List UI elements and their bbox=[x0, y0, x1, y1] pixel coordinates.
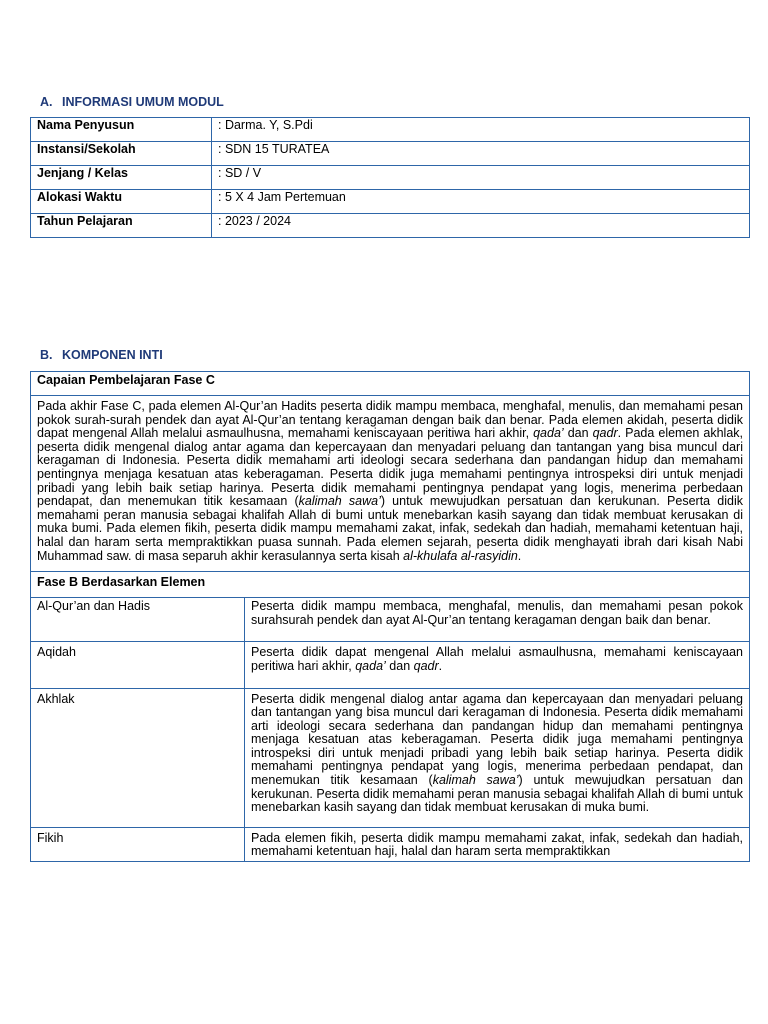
info-value-year: : 2023 / 2024 bbox=[212, 214, 750, 238]
akhlak-term-kalimah: kalimah sawa’ bbox=[432, 773, 519, 788]
cp-term-qadr: qadr bbox=[592, 426, 618, 441]
element-label-akhlak: Akhlak bbox=[31, 688, 245, 827]
cp-term-khulafa: al-khulafa al-rasyidin bbox=[403, 548, 518, 563]
section-b-title bbox=[40, 348, 163, 362]
element-row-akhlak bbox=[31, 688, 750, 827]
cp-paragraph bbox=[31, 396, 750, 572]
cp-text-part: Pada akhir Fase C, pada elemen Al-Qur’an Hadits peserta didik mampu membaca, menghafal, menulis, dan memahami pesan pokok surah-surah pendek dan ayat Al-Qur’an tentang keragaman dengan baik dan benar. Pada elemen akidah, peserta didik dapat mengenal Allah melalui asmaulhusna, memahami keniscayaan peritiwa hari akhir, bbox=[37, 399, 743, 441]
fase-heading-row bbox=[31, 572, 750, 598]
section-b-heading: KOMPONEN INTI bbox=[62, 348, 163, 362]
info-row-author bbox=[31, 118, 750, 142]
cp-heading-row bbox=[31, 372, 750, 396]
info-label-time: Alokasi Waktu bbox=[31, 190, 212, 214]
section-a-letter: A. bbox=[40, 95, 53, 109]
info-row-year bbox=[31, 214, 750, 238]
element-row-fikih bbox=[31, 827, 750, 861]
info-label-school: Instansi/Sekolah bbox=[31, 142, 212, 166]
info-label-author: Nama Penyusun bbox=[31, 118, 212, 142]
info-label-level: Jenjang / Kelas bbox=[31, 166, 212, 190]
akhlak-text-part: ) untuk mewujudkan persatuan dan kerukunan. Peserta didik memahami peran manusia sebagai khalifah Allah di bumi untuk menebarkan kasih sayang dan tidak membuat kerusakan di muka bumi. bbox=[251, 773, 743, 815]
section-b-letter: B. bbox=[40, 348, 53, 362]
element-label-quran: Al-Qur’an dan Hadis bbox=[31, 598, 245, 642]
info-value-level: : SD / V bbox=[212, 166, 750, 190]
element-row-aqidah bbox=[31, 642, 750, 688]
cp-text-row bbox=[31, 396, 750, 572]
section-a-heading: INFORMASI UMUM MODUL bbox=[62, 95, 224, 109]
element-text-aqidah bbox=[245, 642, 750, 688]
info-value-author: : Darma. Y, S.Pdi bbox=[212, 118, 750, 142]
element-text-akhlak bbox=[245, 688, 750, 827]
info-value-school: : SDN 15 TURATEA bbox=[212, 142, 750, 166]
element-label-fikih: Fikih bbox=[31, 827, 245, 861]
element-label-aqidah: Aqidah bbox=[31, 642, 245, 688]
element-text-quran: Peserta didik mampu membaca, menghafal, menulis, dan memahami pesan pokok surahsurah pendek dan ayat Al-Qur’an tentang keragaman dengan baik dan benar. bbox=[245, 598, 750, 642]
fase-heading: Fase B Berdasarkan Elemen bbox=[31, 572, 750, 598]
akhlak-text-part: Peserta didik mengenal dialog antar agama dan kepercayaan dan menyadari peluang dan tantangan yang bisa muncul dari keragaman di Indonesia. Peserta didik memahami arti ideologi secara sederhana dan pandangan hidup dan memahami pentingnya menjaga kesatuan atas keberagaman. Peserta didik juga memahami pentingnya introspeksi diri untuk menjadi pribadi yang lebih baik setiap harinya. Peserta didik memahami pentingnya pendapat yang logis, menerima perbedaan pendapat, dan menemukan titik kesamaan ( bbox=[251, 691, 743, 788]
cp-text-part: . Pada elemen akhlak, peserta didik mengenal dialog antar agama dan kepercayaan dan menyadari peluang dan tantangan yang bisa muncul dari keragaman di Indonesia. Peserta didik memahami arti ideologi secara sederhana dan pandangan hidup dan memahami pentingnya menjaga kesatuan atas keberagaman. Peserta didik juga memahami pentingnya introspeksi diri untuk menjadi pribadi yang lebih baik setiap harinya. Peserta didik memahami pentingnya pendapat yang logis, menerima perbedaan pendapat, dan menemukan titik kesamaan ( bbox=[37, 426, 743, 509]
cp-text-part: ) untuk mewujudkan persatuan dan kerukunan. Peserta didik memahami peran manusia sebagai khalifah Allah di bumi untuk menebarkan kasih sayang dan tidak membuat kerusakan di muka bumi. Pada elemen fikih, peserta didik mampu memahami zakat, infak, sedekah dan hadiah, memahami ketentuan haji, halal dan haram serta mempraktikkan puasa sunnah. Pada elemen sejarah, peserta didik menghayati ibrah dari kisah Nabi Muhammad saw. di masa separuh akhir kerasulannya serta kisah bbox=[37, 494, 743, 563]
info-row-school bbox=[31, 142, 750, 166]
aqidah-text-part: dan bbox=[385, 658, 414, 673]
aqidah-term-qadr: qadr bbox=[413, 658, 439, 673]
aqidah-text-part: . bbox=[438, 658, 443, 673]
element-text-fikih: Pada elemen fikih, peserta didik mampu memahami zakat, infak, sedekah dan hadiah, memahami ketentuan haji, halal dan haram serta mempraktikkan bbox=[245, 827, 750, 861]
core-component-table bbox=[30, 371, 750, 862]
info-label-year: Tahun Pelajaran bbox=[31, 214, 212, 238]
cp-text-part: . bbox=[517, 548, 522, 563]
cp-term-kalimah: kalimah sawa’ bbox=[298, 494, 381, 509]
section-a-title bbox=[40, 95, 224, 109]
cp-text-part: dan bbox=[563, 426, 593, 441]
cp-heading: Capaian Pembelajaran Fase C bbox=[31, 372, 750, 396]
info-value-time: : 5 X 4 Jam Pertemuan bbox=[212, 190, 750, 214]
info-row-level bbox=[31, 166, 750, 190]
module-info-table bbox=[30, 117, 750, 238]
element-row-quran bbox=[31, 598, 750, 642]
info-row-time bbox=[31, 190, 750, 214]
aqidah-text-part: Peserta didik dapat mengenal Allah melalui asmaulhusna, memahami keniscayaan peritiwa hari akhir, bbox=[251, 645, 743, 673]
cp-term-qada: qada’ bbox=[533, 426, 564, 441]
aqidah-term-qada: qada’ bbox=[355, 658, 386, 673]
